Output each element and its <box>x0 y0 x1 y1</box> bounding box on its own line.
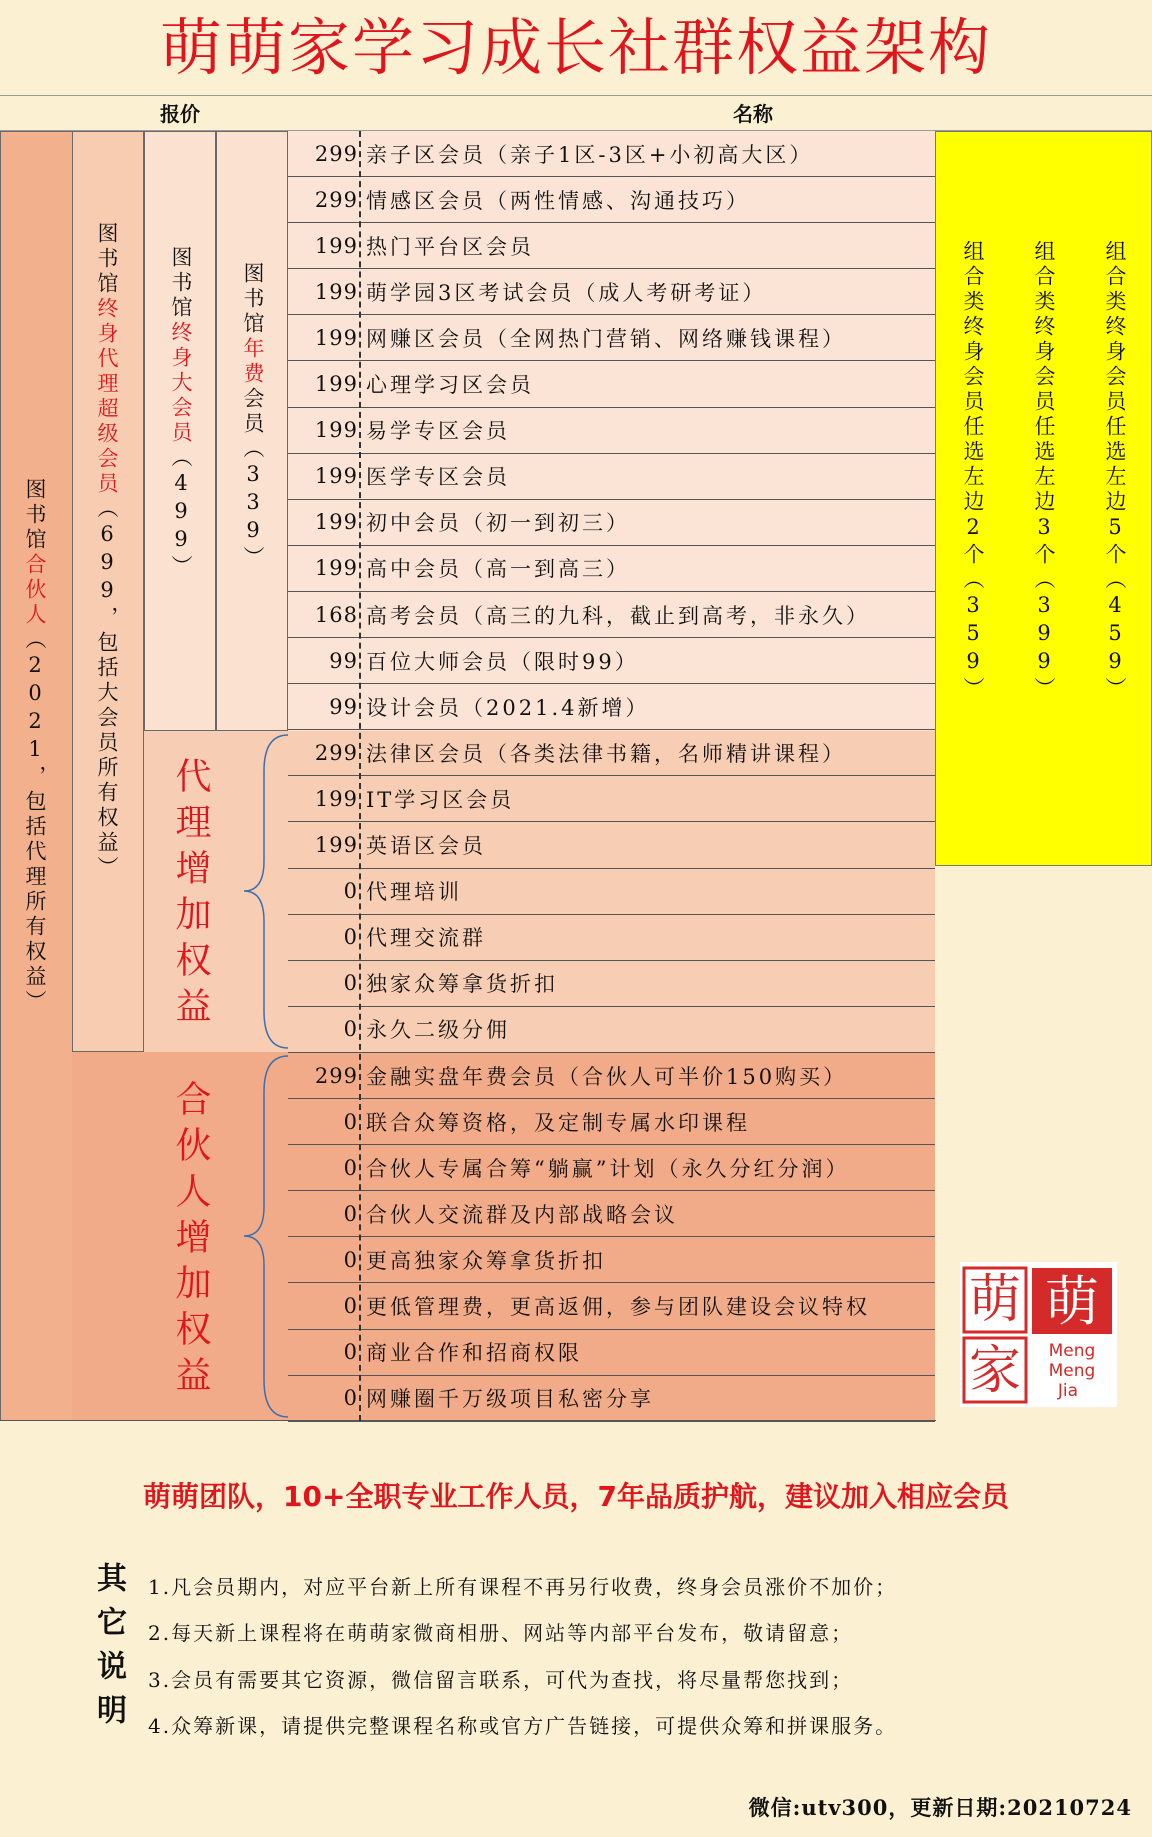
row-price: 0 <box>343 1201 358 1226</box>
row-price: 0 <box>343 971 358 996</box>
table-row <box>288 638 935 684</box>
table-row <box>288 915 935 961</box>
table-row <box>288 1191 935 1237</box>
row-name: 商业合作和招商权限 <box>366 1341 582 1366</box>
note-4: 4.众筹新课，请提供完整课程名称或官方广告链接，可提供众筹和拼课服务。 <box>148 1714 898 1738</box>
annual-tier-label: 图书馆年费会员（339） <box>241 262 265 571</box>
partner-brace-icon <box>240 1052 290 1421</box>
big-member-tier-label: 图书馆终身大会员（499） <box>169 246 193 580</box>
combo-3: 组合类终身会员任选左边3个（399） <box>1032 240 1056 702</box>
row-name: 热门平台区会员 <box>366 234 534 259</box>
table-row <box>288 131 935 177</box>
price-name-divider <box>359 131 361 1421</box>
row-price: 199 <box>314 510 358 535</box>
table-row <box>288 315 935 361</box>
table-row <box>288 869 935 915</box>
row-name: 代理交流群 <box>366 926 486 951</box>
row-name: 初中会员（初一到初三） <box>366 511 630 536</box>
logo-text-2: Meng <box>1048 1361 1096 1381</box>
logo-char-1: 萌 <box>968 1270 1022 1330</box>
row-name: 更低管理费，更高返佣，参与团队建设会议特权 <box>366 1295 870 1319</box>
row-name: 英语区会员 <box>366 834 486 858</box>
row-price: 199 <box>314 464 358 489</box>
table-row <box>288 1145 935 1191</box>
row-price: 0 <box>343 1155 358 1180</box>
row-price: 199 <box>314 372 358 396</box>
row-name: 高中会员（高一到高三） <box>366 557 630 582</box>
row-name: 合伙人专属合筹“躺赢”计划（永久分红分润） <box>366 1156 850 1181</box>
row-name: 联合众筹资格，及定制专属水印课程 <box>366 1110 750 1135</box>
row-name: 萌学园3区考试会员（成人考研考证） <box>366 280 767 305</box>
table-row <box>288 823 935 869</box>
header-name: 名称 <box>733 102 773 126</box>
row-price: 199 <box>314 233 358 258</box>
row-name: 百位大师会员（限时99） <box>366 649 639 674</box>
note-2: 2.每天新上课程将在萌萌家微商相册、网站等内部平台发布，敬请留意； <box>148 1621 854 1645</box>
partner-tier-label: 图书馆合伙人（2021，包括代理所有权益） <box>23 478 47 1015</box>
header-price: 报价 <box>160 102 200 126</box>
super-agent-tier-label: 图书馆终身代理超级会员（699，包括大会员所有权益） <box>95 222 119 881</box>
table-row <box>288 177 935 223</box>
table-row <box>288 546 935 592</box>
table-row <box>288 223 935 269</box>
agent-brace-icon <box>240 731 290 1052</box>
row-price: 0 <box>343 1109 358 1134</box>
row-price: 299 <box>314 740 358 765</box>
logo-char-3: 家 <box>968 1341 1022 1401</box>
row-price: 99 <box>329 694 358 719</box>
note-3: 3.会员有需要其它资源，微信留言联系，可代为查找，将尽量帮您找到； <box>148 1668 854 1692</box>
table-row <box>288 1284 935 1330</box>
row-price: 0 <box>343 1247 358 1272</box>
note-1: 1.凡会员期内，对应平台新上所有课程不再另行收费，终身会员涨价不加价； <box>148 1575 898 1599</box>
row-name: 金融实盘年费会员（合伙人可半价150购买） <box>366 1064 848 1089</box>
page-title: 萌萌家学习成长社群权益架构 <box>159 11 992 84</box>
row-price: 199 <box>314 279 358 304</box>
row-price: 199 <box>314 556 358 581</box>
table-row <box>288 1053 935 1099</box>
row-price: 199 <box>314 833 358 857</box>
row-name: 设计会员（2021.4新增） <box>366 695 650 720</box>
row-name: 更高独家众筹拿货折扣 <box>366 1248 606 1273</box>
table-row <box>288 269 935 315</box>
row-name: 易学专区会员 <box>366 419 510 444</box>
row-name: IT学习区会员 <box>366 787 515 812</box>
row-price: 199 <box>314 325 358 350</box>
row-name: 心理学习区会员 <box>366 373 534 397</box>
logo-char-2: 萌 <box>1045 1270 1099 1333</box>
table-row <box>288 730 935 776</box>
combo-5: 组合类终身会员任选左边5个（459） <box>1103 240 1127 702</box>
table-row <box>288 592 935 638</box>
row-price: 0 <box>343 1294 358 1318</box>
row-name: 高考会员（高三的九科，截止到高考，非永久） <box>366 603 870 628</box>
row-name: 代理培训 <box>366 880 462 905</box>
table-row <box>288 408 935 454</box>
row-name: 网赚圈千万级项目私密分享 <box>366 1387 654 1412</box>
table-row <box>288 1237 935 1283</box>
row-name: 合伙人交流群及内部战略会议 <box>366 1202 678 1227</box>
brand-logo <box>960 1262 1117 1407</box>
table-row <box>288 776 935 822</box>
row-price: 0 <box>343 1340 358 1365</box>
row-price: 299 <box>314 141 358 166</box>
table-row <box>288 1330 935 1376</box>
row-price: 299 <box>314 1063 358 1088</box>
logo-text-3: Jia <box>1057 1381 1079 1401</box>
other-notes-label: 其它说明 <box>91 1562 126 1738</box>
row-price: 0 <box>343 879 358 904</box>
slogan: 萌萌团队，10+全职专业工作人员，7年品质护航，建议加入相应会员 <box>143 1480 1009 1513</box>
table-row <box>288 362 935 408</box>
table-row <box>288 454 935 500</box>
row-price: 99 <box>329 648 358 673</box>
row-price: 199 <box>314 418 358 443</box>
row-price: 199 <box>314 786 358 811</box>
table-row <box>288 1376 935 1422</box>
row-price: 168 <box>314 602 358 627</box>
row-name: 法律区会员（各类法律书籍，名师精讲课程） <box>366 741 846 766</box>
row-name: 亲子区会员（亲子1区-3区+小初高大区） <box>366 142 814 167</box>
row-name: 网赚区会员（全网热门营销、网络赚钱课程） <box>366 326 846 351</box>
agent-benefits-label: 代理增加权益 <box>170 757 211 1033</box>
row-name: 情感区会员（两性情感、沟通技巧） <box>366 188 750 213</box>
row-name: 永久二级分佣 <box>366 1018 510 1043</box>
row-price: 0 <box>343 925 358 950</box>
table-row <box>288 500 935 546</box>
table-row <box>288 1007 935 1053</box>
row-price: 299 <box>314 187 358 212</box>
table-row <box>288 1099 935 1145</box>
table-row <box>288 684 935 730</box>
partner-benefits-label: 合伙人增加权益 <box>170 1080 211 1402</box>
logo-text-1: Meng <box>1048 1341 1096 1361</box>
row-price: 0 <box>343 1386 358 1411</box>
row-name: 医学专区会员 <box>366 465 510 490</box>
footer-contact: 微信:utv300，更新日期:20210724 <box>748 1795 1132 1820</box>
row-price: 0 <box>343 1017 358 1042</box>
row-name: 独家众筹拿货折扣 <box>366 972 558 997</box>
combo-2: 组合类终身会员任选左边2个（359） <box>961 240 985 702</box>
table-row <box>288 961 935 1007</box>
